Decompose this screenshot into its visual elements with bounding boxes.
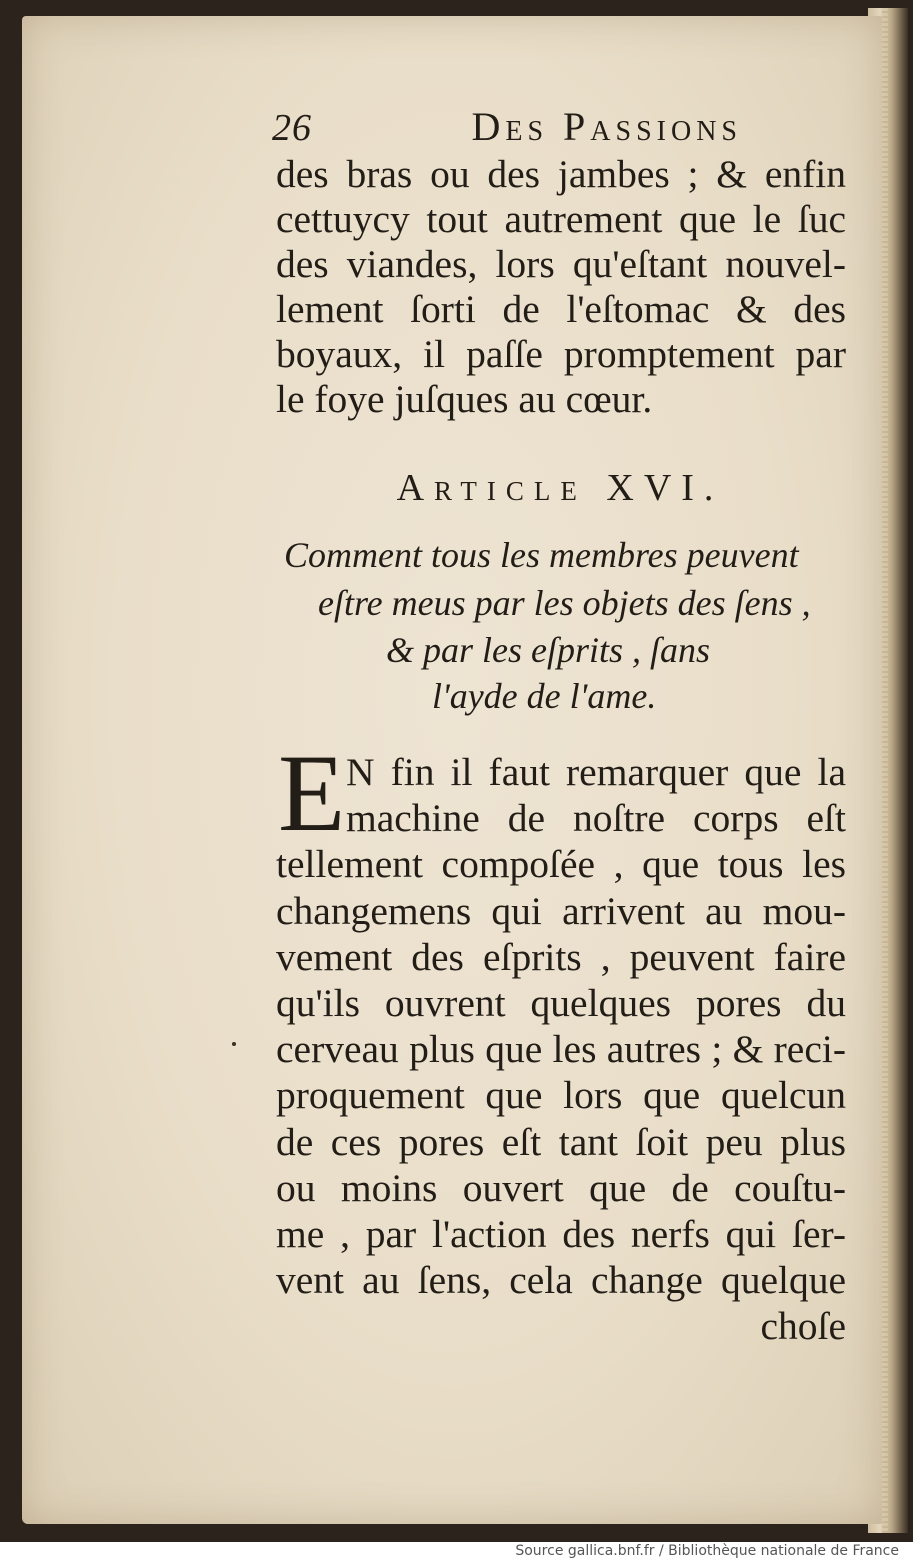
catchword: choſe xyxy=(760,1304,846,1349)
text-line: vement des eſprits , peuvent faire xyxy=(276,934,846,979)
text-line: tellement compoſée , que tous les xyxy=(276,842,846,887)
text-line: boyaux, il paſſe promptement par xyxy=(276,332,846,376)
text-line: de ces pores eſt tant ſoit peu plus xyxy=(276,1119,846,1164)
text-line: cettuycy tout autrement que le ſuc xyxy=(276,197,846,241)
subtitle-line: & par les eſprits , ſans xyxy=(386,630,711,670)
body-paragraph xyxy=(276,750,846,1350)
page-number: 26 xyxy=(272,107,312,149)
text-line: qu'ils ouvrent quelques pores du xyxy=(276,980,846,1025)
subtitle-line: l'ayde de l'ame. xyxy=(432,676,657,716)
text-line: changemens qui arrivent au mou- xyxy=(276,888,846,933)
text-line: ou moins ouvert que de couſtu- xyxy=(276,1165,846,1210)
text-line: vent au ſens, cela change quelque xyxy=(276,1258,846,1303)
source-credit: Source gallica.bnf.fr / Bibliothèque nationale de France xyxy=(515,1543,899,1559)
page-edges xyxy=(882,8,888,1533)
drop-cap: E xyxy=(278,732,346,854)
running-title: Des Passions xyxy=(471,104,742,149)
running-header xyxy=(272,104,742,151)
text-line: lement ſorti de l'eſtomac & des xyxy=(276,287,846,331)
text-line: le foye juſques au cœur. xyxy=(276,377,653,421)
subtitle-line: eſtre meus par les objets des ſens , xyxy=(318,583,811,623)
subtitle-line: Comment tous les membres peuvent xyxy=(284,535,799,575)
text-line: des bras ou des jambes ; & enfin xyxy=(276,152,846,196)
article-heading: Article XVI. xyxy=(396,467,724,509)
text-line: me , par l'action des nerfs qui ſer- xyxy=(276,1211,846,1256)
text-line: machine de noſtre corps eſt xyxy=(346,796,846,841)
text-line: cerveau plus que les autres ; & reci- xyxy=(276,1027,846,1072)
ink-speck xyxy=(232,1042,236,1046)
text-line: des viandes, lors qu'eſtant nouvel- xyxy=(276,242,846,286)
text-line: N fin il faut remarquer que la xyxy=(346,750,846,794)
top-text-block xyxy=(276,152,846,422)
text-line: proquement que lors que quelcun xyxy=(276,1073,846,1118)
